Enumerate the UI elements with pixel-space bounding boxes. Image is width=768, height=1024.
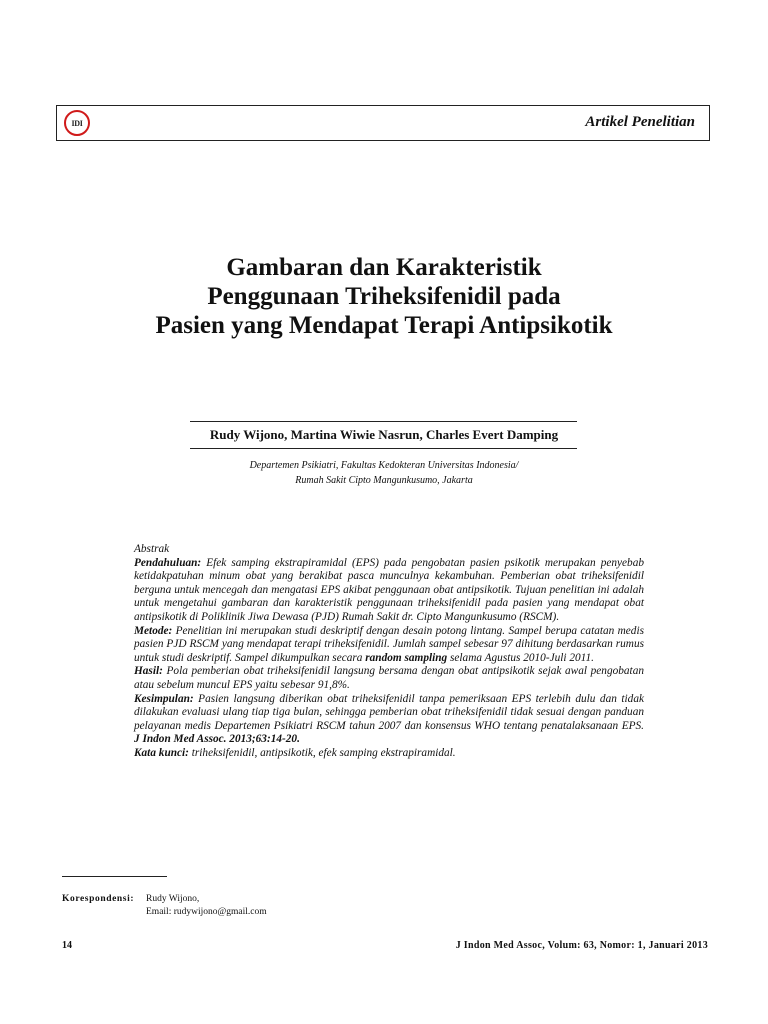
correspondence-email: Email: rudywijono@gmail.com xyxy=(146,907,267,917)
authors-top-rule xyxy=(190,421,577,422)
title-line-2: Penggunaan Triheksifenidil pada xyxy=(207,283,561,310)
metode-bold: random sampling xyxy=(365,651,448,664)
correspondence xyxy=(62,893,267,919)
footnote-rule xyxy=(62,876,167,877)
abstract xyxy=(134,543,644,761)
abstract-heading: Abstrak xyxy=(134,543,170,555)
abstract-metode xyxy=(134,625,644,666)
correspondence-label: Korespondensi: xyxy=(62,894,135,904)
kata-kunci-label: Kata kunci: xyxy=(134,746,189,759)
pendahuluan-text: Efek samping ekstrapiramidal (EPS) pada pengobatan pasien psikotik merupakan penyebab ketidakpatuhan minum obat yang berakibat pasca munculnya kekambuhan. Pemberian obat triheksifenidil berguna untuk mencegah dan mengatasi EPS akibat penggunaan obat antipsikotik. Tujuan penelitian ini adalah untuk mengetahui gambaran dan karakteristik penggunaan triheksifenidil pada pasien yang mendapat obat antipsikotik di Poliklinik Jiwa Dewasa (PJD) Rumah Sakit dr. Cipto Mangunkusumo (RSCM). xyxy=(134,556,644,623)
article-title xyxy=(40,253,728,340)
hasil-text: Pola pemberian obat triheksifenidil langsung bersama dengan obat antipsikotik sejak awal pengobatan atau sebelum muncul EPS yaitu sebesar 91,8%. xyxy=(134,665,644,691)
abstract-kesimpulan xyxy=(134,693,644,747)
article-header-box xyxy=(56,105,710,141)
article-type-label: Artikel Penelitian xyxy=(585,114,695,130)
abstract-pendahuluan xyxy=(134,557,644,625)
title-line-3: Pasien yang Mendapat Terapi Antipsikotik xyxy=(155,312,613,339)
kata-kunci-text: triheksifenidil, antipsikotik, efek samping ekstrapiramidal. xyxy=(188,746,456,759)
idi-logo xyxy=(64,110,90,136)
abstract-hasil xyxy=(134,665,644,692)
journal-citation: J Indon Med Assoc, Volum: 63, Nomor: 1, Januari 2013 xyxy=(455,940,708,951)
pendahuluan-label: Pendahuluan: xyxy=(134,556,202,569)
metode-text: Penelitian ini merupakan studi deskriptif dengan desain potong lintang. Sampel berupa catatan medis pasien PJD RSCM yang mendapat terapi triheksifenidil. Jumlah sampel sebesar 97 dihitung berdasarkan rumus untuk studi deskriptif. Sampel dikumpulkan secara xyxy=(134,624,644,664)
logo-text: IDI xyxy=(71,118,83,128)
abstract-kata-kunci xyxy=(134,747,644,761)
affiliation-line-2: Rumah Sakit Cipto Mangunkusumo, Jakarta xyxy=(295,475,473,486)
kesimpulan-citation: J Indon Med Assoc. 2013;63:14-20. xyxy=(134,733,300,746)
page-number: 14 xyxy=(62,940,72,951)
metode-tail: selama Agustus 2010-Juli 2011. xyxy=(447,651,594,664)
kesimpulan-label: Kesimpulan: xyxy=(134,692,194,705)
title-line-1: Gambaran dan Karakteristik xyxy=(226,254,542,281)
kesimpulan-text: Pasien langsung diberikan obat triheksifenidil tanpa pemeriksaan EPS terlebih dulu dan tidak dilakukan evaluasi ulang tiap tiga bulan, sehingga pemberian obat triheksifenidil tidak sesuai dengan panduan pelayanan medis Departemen Psikiatri RSCM tahun 2007 dan konsensus WHO tentang penatalaksanaan EPS. xyxy=(134,692,644,732)
affiliation xyxy=(150,458,618,488)
correspondence-name: Rudy Wijono, xyxy=(146,894,200,904)
hasil-label: Hasil: xyxy=(134,665,163,678)
metode-label: Metode: xyxy=(134,624,173,637)
authors-bottom-rule xyxy=(190,448,577,449)
authors: Rudy Wijono, Martina Wiwie Nasrun, Charles Evert Damping xyxy=(209,427,559,442)
affiliation-line-1: Departemen Psikiatri, Fakultas Kedokteran Universitas Indonesia/ xyxy=(249,460,519,471)
